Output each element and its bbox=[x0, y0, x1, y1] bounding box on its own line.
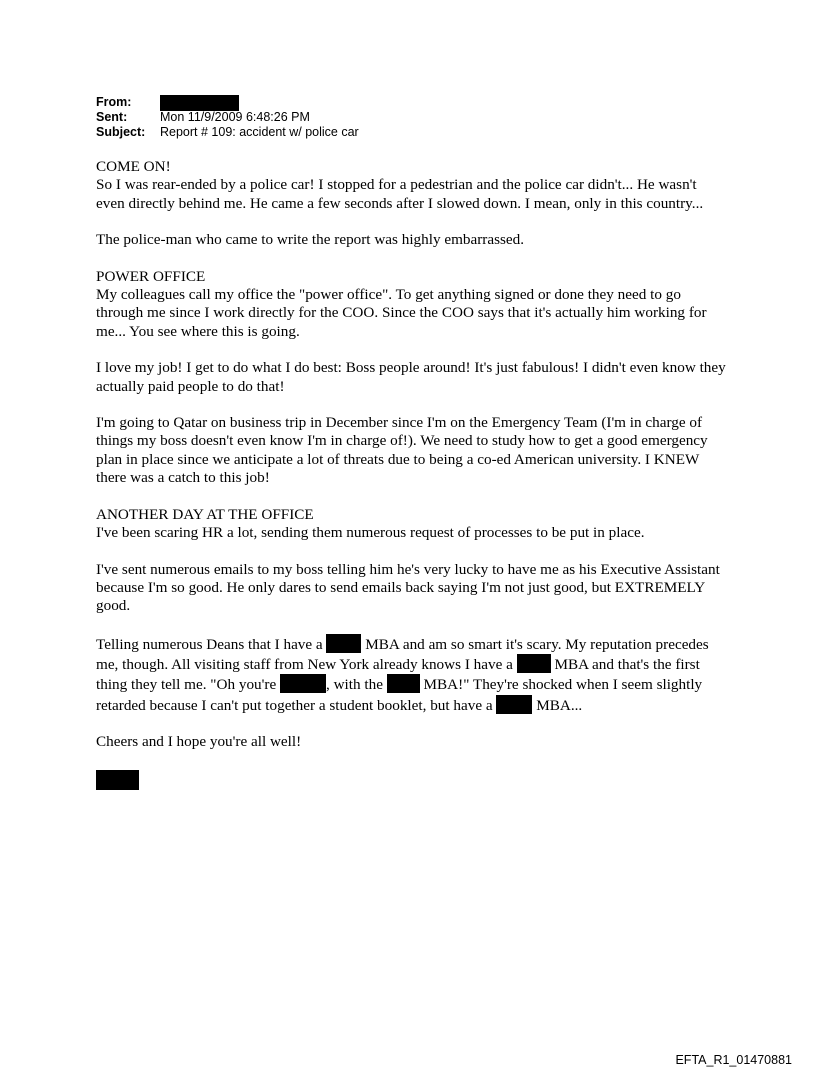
subject-row bbox=[96, 125, 359, 140]
from-label: From: bbox=[96, 95, 132, 109]
accident-text: So I was rear-ended by a police car! I stopped for a pedestrian and the police car didn't... He wasn't even directly behind me. He came a few seconds after I slowed down. I mean, only in this country... bbox=[96, 176, 704, 212]
paragraph-mba bbox=[96, 634, 726, 715]
paragraph-qatar: I'm going to Qatar on business trip in December since I'm on the Emergency Team (I'm in charge of things my boss doesn't even know I'm in charge of!). We need to study how to get a good emergency plan in place since we anticipate a lot of threats due to being a co-ed American university. I KNEW there was a catch to this job! bbox=[96, 414, 708, 487]
redaction-box bbox=[326, 634, 361, 653]
email-header bbox=[96, 95, 359, 140]
mba-text-5: MBA!" They're shocked when I seem slightly retarded because I can't put together a student booklet, but have a bbox=[96, 676, 703, 714]
mba-text-2: MBA and am so smart it's scary. My reputation precedes me, though. All visiting staff from New York already knows I have a bbox=[96, 635, 709, 674]
paragraph-love-job: I love my job! I get to do what I do best: Boss people around! It's just fabulous! I didn't even know they actually paid people to do that! bbox=[96, 359, 726, 395]
redaction-box bbox=[387, 674, 420, 693]
mba-text-3: MBA and that's the first thing they tell me. "Oh you're bbox=[96, 656, 700, 694]
mba-text-6: MBA... bbox=[536, 696, 583, 714]
paragraph-emails-boss: I've sent numerous emails to my boss telling him he's very lucky to have me as his Executive Assistant because I'm so good. He only dares to send emails back saying I'm not just good, but EXTREMELY good. bbox=[96, 560, 720, 615]
document-id: EFTA_R1_01470881 bbox=[675, 1053, 792, 1067]
redaction-box bbox=[517, 654, 551, 673]
mba-text-1: Telling numerous Deans that I have a bbox=[96, 635, 323, 653]
redacted-signature bbox=[96, 770, 139, 790]
redacted-sender bbox=[160, 95, 239, 111]
power-office-text: My colleagues call my office the "power office". To get anything signed or done they need to go through me since I work directly for the COO. Since the COO says that it's actually him working for me... You see where this is going. bbox=[96, 286, 707, 340]
heading-power-office: POWER OFFICE bbox=[96, 267, 206, 285]
mba-text-4: , with the bbox=[325, 676, 383, 694]
sent-row bbox=[96, 110, 359, 125]
another-day-text: I've been scaring HR a lot, sending them numerous request of processes to be put in place. bbox=[96, 523, 645, 541]
paragraph-accident bbox=[96, 158, 726, 213]
paragraph-power-office bbox=[96, 268, 726, 341]
redaction-box bbox=[496, 695, 532, 714]
heading-another-day: ANOTHER DAY AT THE OFFICE bbox=[96, 505, 314, 523]
from-row bbox=[96, 95, 359, 110]
subject-label: Subject: bbox=[96, 125, 146, 139]
subject-value: Report # 109: accident w/ police car bbox=[160, 125, 359, 139]
email-body bbox=[96, 158, 726, 790]
sent-label: Sent: bbox=[96, 110, 128, 124]
redaction-box bbox=[280, 674, 326, 693]
paragraph-cheers: Cheers and I hope you're all well! bbox=[96, 733, 302, 751]
heading-come-on: COME ON! bbox=[96, 158, 171, 175]
paragraph-another-day bbox=[96, 506, 726, 543]
sent-value: Mon 11/9/2009 6:48:26 PM bbox=[160, 110, 310, 124]
paragraph-policeman: The police-man who came to write the report was highly embarrassed. bbox=[96, 231, 525, 249]
